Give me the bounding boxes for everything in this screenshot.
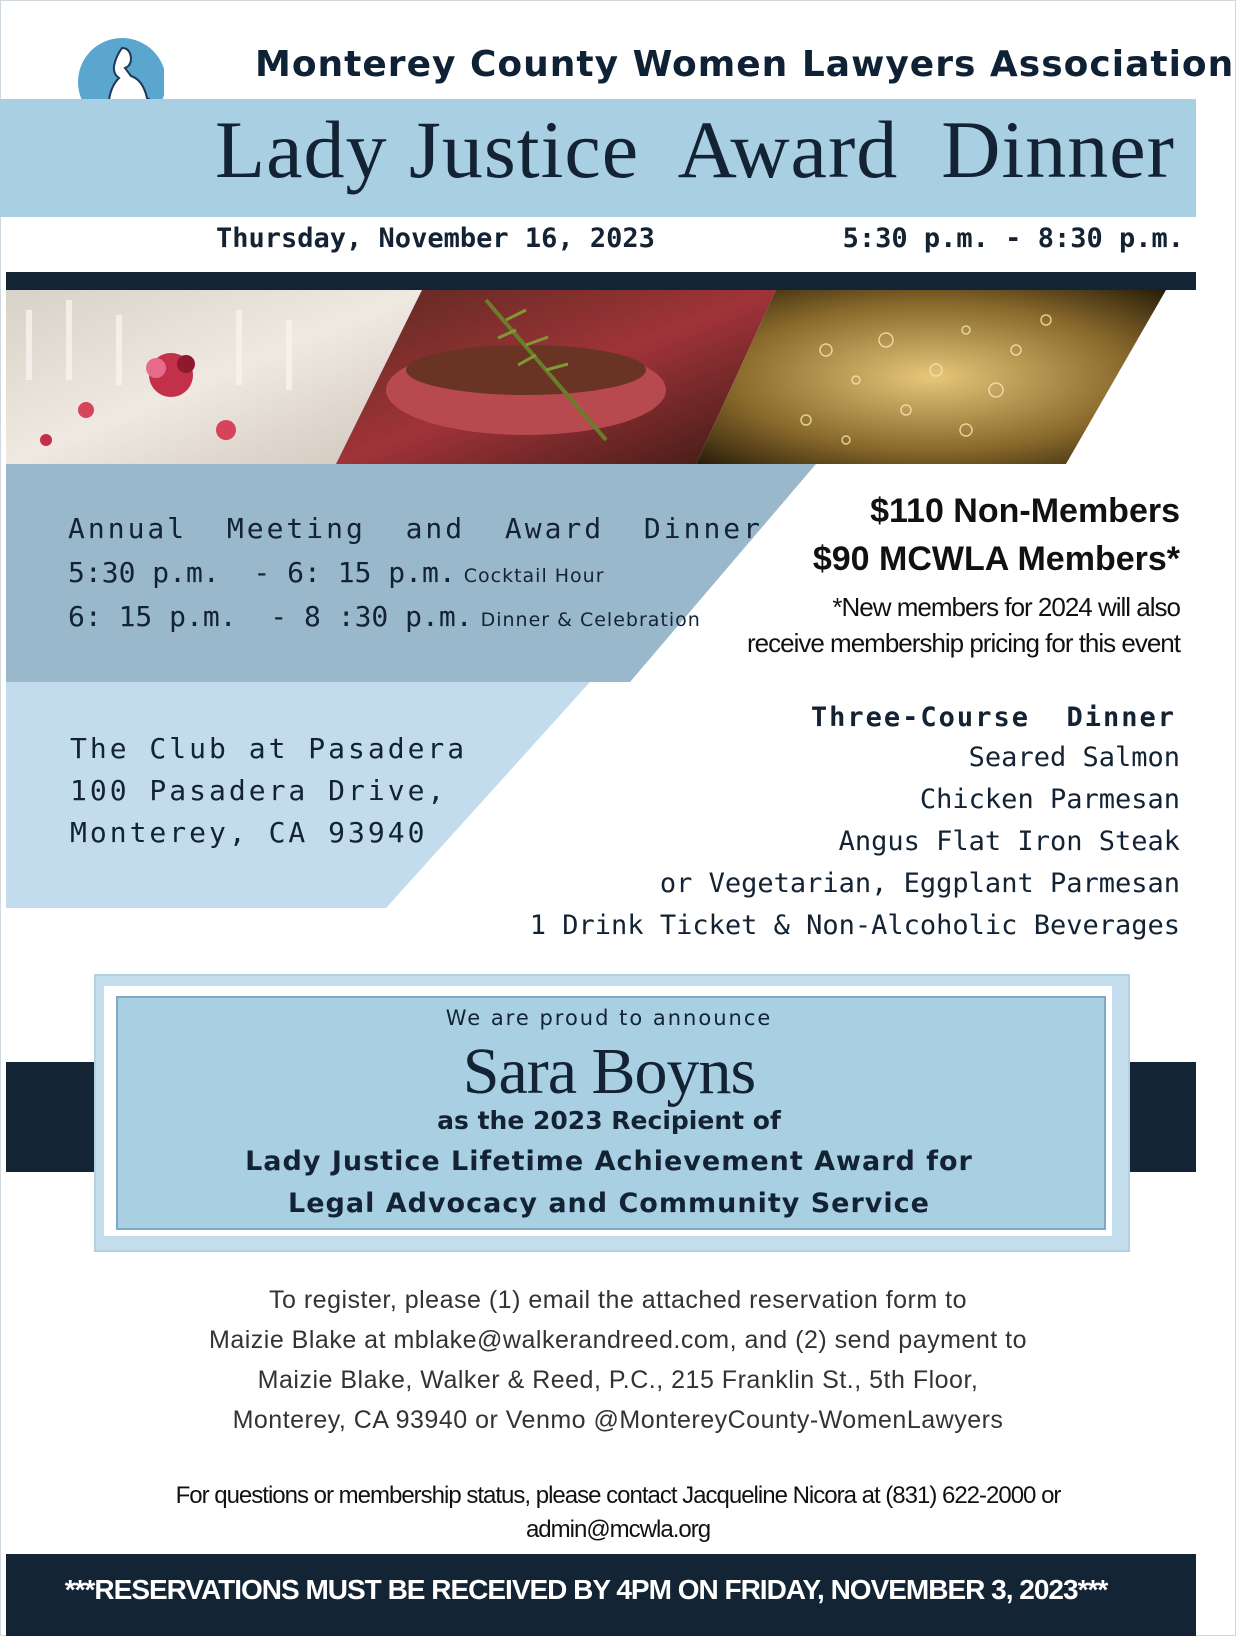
venue-city: Monterey, CA 93940	[70, 816, 428, 849]
venue-name: The Club at Pasadera	[70, 732, 468, 765]
contact-line2: admin@mcwla.org	[525, 1516, 711, 1543]
schedule-item-dinner	[68, 600, 701, 633]
honoree-name: Sara Boyns	[462, 1035, 756, 1108]
registration-line: Maizie Blake, Walker & Reed, P.C., 215 Franklin St., 5th Floor,	[257, 1366, 979, 1394]
pricing-note-line2: receive membership pricing for this event	[747, 628, 1180, 658]
champagne-image	[696, 290, 1166, 464]
announcement-intro: We are proud to announce	[445, 1006, 773, 1030]
schedule-item-cocktail	[68, 556, 605, 589]
event-time: 5:30 p.m. - 8:30 p.m.	[842, 223, 1184, 254]
menu-heading: Three-Course Dinner	[810, 702, 1176, 733]
schedule-time: 6: 15 p.m. - 8 :30 p.m.	[68, 600, 473, 633]
menu-item: 1 Drink Ticket & Non-Alcoholic Beverages	[529, 910, 1180, 941]
schedule-title: Annual Meeting and Award Dinner	[68, 512, 764, 545]
photo-strip	[6, 290, 1166, 464]
schedule-time: 5:30 p.m. - 6: 15 p.m.	[68, 556, 456, 589]
recipient-line: as the 2023 Recipient of	[437, 1106, 781, 1135]
menu-item: Seared Salmon	[968, 742, 1180, 773]
contact-line1: For questions or membership status, please contact Jacqueline Nicora at (831) 622-2000 or	[175, 1482, 1061, 1509]
event-title: Lady Justice Award Dinner	[215, 104, 1175, 195]
registration-line: Maizie Blake at mblake@walkerandreed.com, and (2) send payment to	[209, 1326, 1027, 1354]
pricing-note-line1: *New members for 2024 will also	[832, 592, 1180, 622]
menu-item: Chicken Parmesan	[919, 784, 1180, 815]
price-non-members: $110 Non-Members	[870, 492, 1180, 530]
menu-item: Angus Flat Iron Steak	[838, 826, 1180, 857]
price-members: $90 MCWLA Members*	[812, 540, 1180, 578]
reservation-deadline: ***RESERVATIONS MUST BE RECEIVED BY 4PM ON FRIDAY, NOVEMBER 3, 2023***	[64, 1574, 1108, 1605]
schedule-label: Cocktail Hour	[463, 565, 605, 587]
award-line1: Lady Justice Lifetime Achievement Award for	[245, 1146, 973, 1177]
event-date: Thursday, November 16, 2023	[216, 223, 655, 254]
schedule-label: Dinner & Celebration	[480, 609, 701, 631]
menu-item: or Vegetarian, Eggplant Parmesan	[659, 868, 1180, 899]
registration-line: Monterey, CA 93940 or Venmo @MontereyCounty-WomenLawyers	[232, 1406, 1004, 1434]
award-line2: Legal Advocacy and Community Service	[288, 1188, 930, 1219]
organization-name: Monterey County Women Lawyers Association	[255, 44, 1235, 85]
venue-street: 100 Pasadera Drive,	[70, 774, 448, 807]
registration-line: To register, please (1) email the attached reservation form to	[269, 1286, 967, 1314]
header-divider	[6, 272, 1196, 290]
